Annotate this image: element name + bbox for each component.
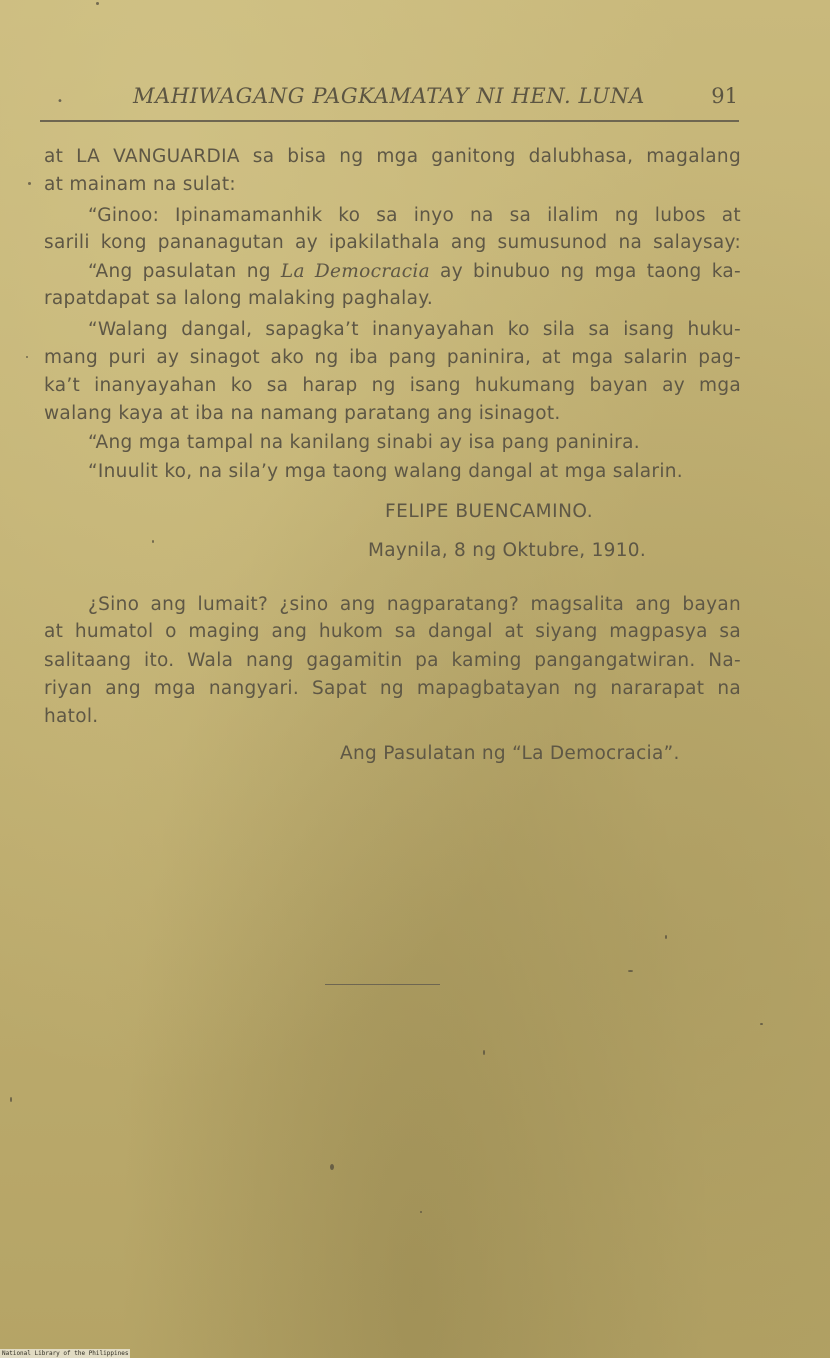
paragraph-7-line-5: hatol. bbox=[44, 706, 99, 727]
scan-speck bbox=[152, 540, 154, 543]
library-credit: National Library of the Philippines bbox=[2, 1350, 129, 1357]
publication-name: La Democracia bbox=[280, 261, 430, 282]
paragraph-4-line-2: mang puri ay sinagot ako ng iba pang paninira, at mga salarin pag- bbox=[44, 347, 741, 368]
running-title: MAHIWAGANG PAGKAMATAY NI HEN. LUNA bbox=[133, 84, 645, 108]
paragraph-6: “Inuulit ko, na sila’y mga taong walang dangal at mga salarin. bbox=[88, 461, 683, 482]
dateline: Maynila, 8 ng Oktubre, 1910. bbox=[368, 540, 647, 561]
scan-speck bbox=[760, 1023, 763, 1025]
paragraph-3-line-2: rapatdapat sa lalong malaking paghalay. bbox=[44, 288, 433, 309]
scan-speck bbox=[330, 1164, 334, 1170]
header-bullet: • bbox=[57, 96, 63, 107]
paragraph-7-line-1: ¿Sino ang lumait? ¿sino ang nagparatang? magsalita ang bayan bbox=[88, 594, 741, 615]
scan-speck bbox=[28, 182, 31, 185]
paragraph-1-line-2: at mainam na sulat: bbox=[44, 174, 236, 195]
scan-speck bbox=[96, 2, 99, 5]
page-number: 91 bbox=[711, 84, 738, 108]
header-rule bbox=[40, 120, 739, 122]
paragraph-2-line-2: sarili kong pananagutan ay ipakilathala ang sumusunod na salaysay: bbox=[44, 232, 741, 253]
scan-speck bbox=[628, 970, 633, 972]
paragraph-1-line-1: at LA VANGUARDIA sa bisa ng mga ganitong dalubhasa, magalang bbox=[44, 146, 741, 167]
scan-speck bbox=[665, 935, 667, 939]
scan-speck bbox=[26, 356, 28, 358]
paragraph-2-line-1: “Ginoo: Ipinamamanhik ko sa inyo na sa ilalim ng lubos at bbox=[88, 205, 741, 226]
paragraph-4-line-3: ka’t inanyayahan ko sa harap ng isang hukumang bayan ay mga bbox=[44, 375, 741, 396]
scan-speck bbox=[483, 1050, 485, 1055]
paragraph-7-line-2: at humatol o maging ang hukom sa dangal at siyang magpasya sa bbox=[44, 621, 741, 642]
signature: FELIPE BUENCAMINO. bbox=[385, 501, 594, 522]
paragraph-4-line-1: “Walang dangal, sapagka’t inanyayahan ko sila sa isang huku- bbox=[88, 319, 741, 340]
scan-speck bbox=[10, 1097, 12, 1102]
closing-attribution: Ang Pasulatan ng “La Democracia”. bbox=[340, 743, 680, 764]
paragraph-7-line-4: riyan ang mga nangyari. Sapat ng mapagbatayan ng nararapat na bbox=[44, 678, 741, 699]
paragraph-5: “Ang mga tampal na kanilang sinabi ay isa pang paninira. bbox=[88, 432, 640, 453]
paragraph-3-line-1: “Ang pasulatan ng La Democracia ay binubuo ng mga taong ka- bbox=[88, 261, 741, 282]
section-end-rule bbox=[325, 984, 440, 985]
scan-speck bbox=[420, 1211, 422, 1213]
page-header bbox=[40, 84, 740, 120]
paragraph-4-line-4: walang kaya at iba na namang paratang ang isinagot. bbox=[44, 403, 561, 424]
paragraph-7-line-3: salitaang ito. Wala nang gagamitin pa kaming pangangatwiran. Na- bbox=[44, 650, 741, 671]
